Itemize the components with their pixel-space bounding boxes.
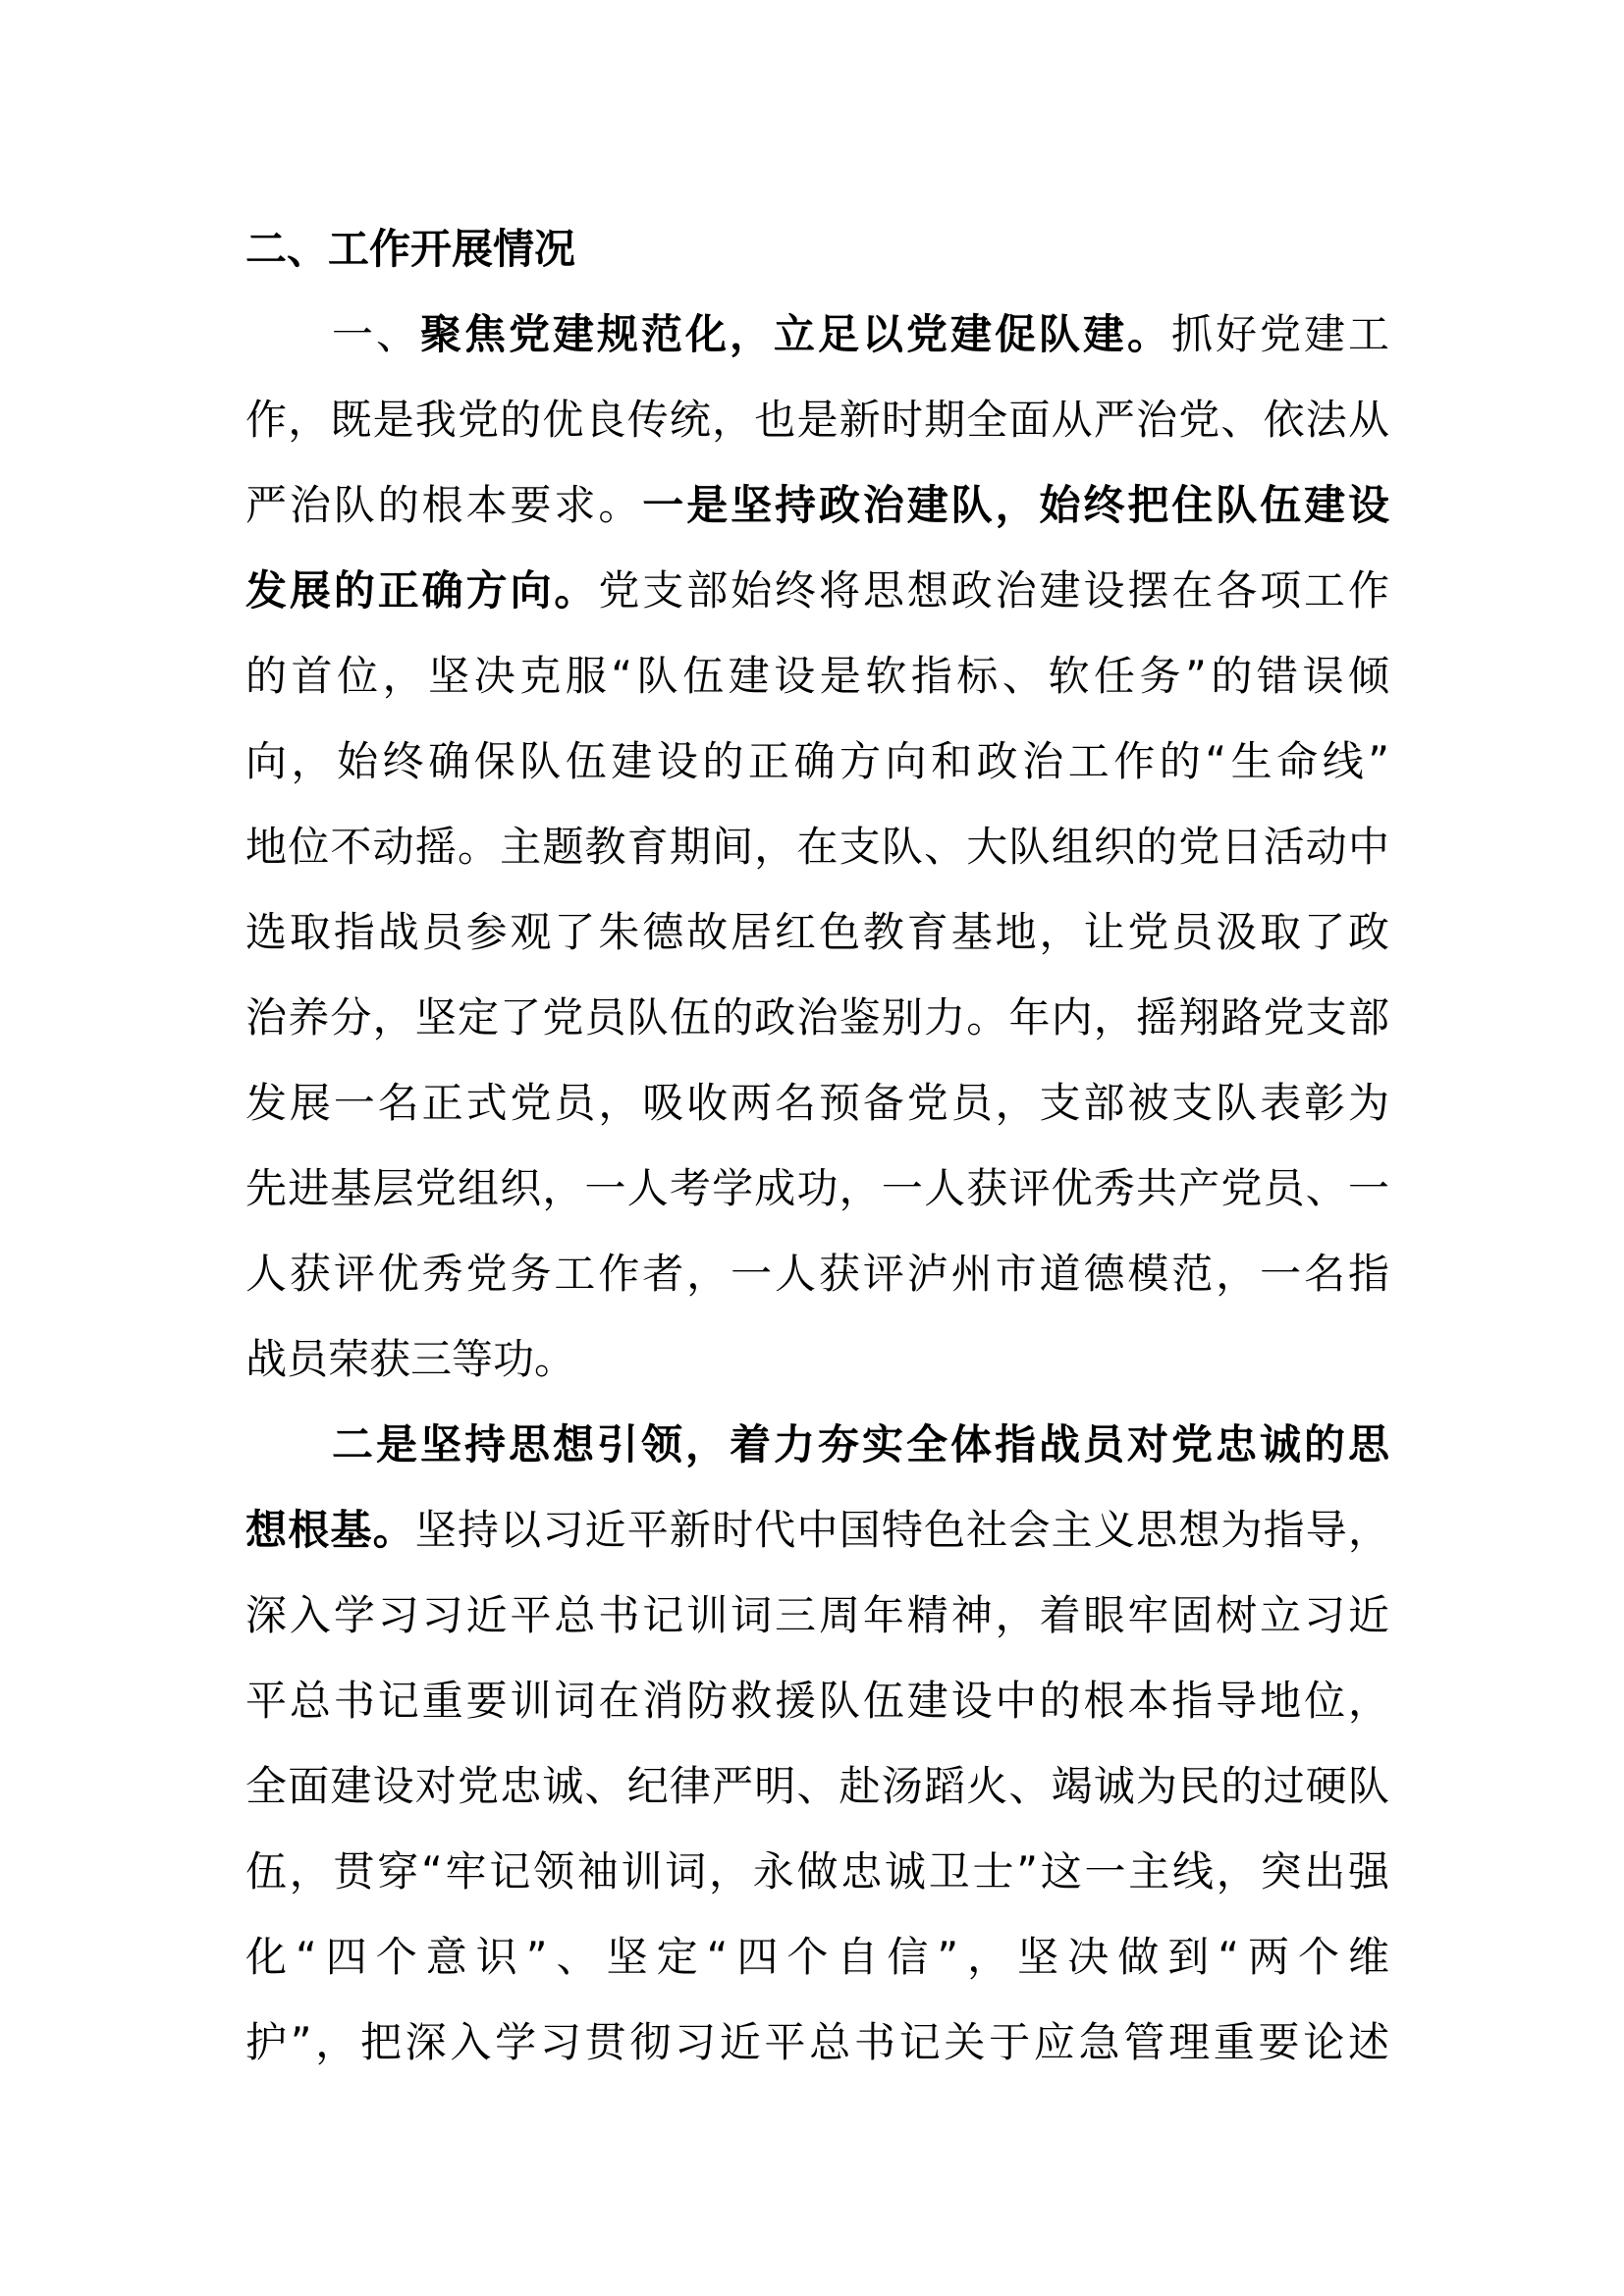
line-text: 地位不动摇。主题教育期间，在支队、大队组织的党日活动中 <box>245 823 1389 871</box>
paragraph-line <box>245 1487 1389 1573</box>
line-text: 一、 <box>332 310 420 358</box>
line-text: 深入学习习近平总书记训词三周年精神，着眼牢固树立习近 <box>245 1591 1389 1639</box>
paragraph-line <box>245 889 1389 975</box>
line-text: 先进基层党组织，一人考学成功，一人获评优秀共产党员、一 <box>245 1164 1389 1212</box>
paragraph-line <box>245 975 1389 1060</box>
line-text: 治养分，坚定了党员队伍的政治鉴别力。年内，摇翔路党支部 <box>245 993 1389 1041</box>
paragraph-line <box>245 292 1389 377</box>
line-text: 严治队的根本要求。 <box>245 481 643 529</box>
line-text: 战员荣获三等功。 <box>245 1335 576 1383</box>
line-text: 作，既是我党的优良传统，也是新时期全面从严治党、依法从 <box>245 396 1389 444</box>
line-text: 抓好党建工 <box>1170 310 1389 358</box>
paragraph-line <box>245 1316 1389 1402</box>
paragraph-line <box>245 633 1389 719</box>
document-page <box>245 206 1389 2085</box>
line-text: 发展一名正式党员，吸收两名预备党员，支部被支队表彰为 <box>245 1079 1389 1127</box>
paragraph-line <box>245 1573 1389 1658</box>
paragraph-line <box>245 462 1389 548</box>
line-text: 平总书记重要训词在消防救援队伍建设中的根本指导地位， <box>245 1677 1389 1725</box>
line-text: 全面建设对党忠诚、纪律严明、赴汤蹈火、竭诚为民的过硬队 <box>245 1762 1389 1810</box>
line-bold-text: 聚焦党建规范化，立足以党建促队建。 <box>420 310 1171 358</box>
paragraph-line <box>245 548 1389 633</box>
paragraph-line <box>245 1402 1389 1487</box>
paragraph-line <box>245 719 1389 804</box>
line-bold-text: 想根基。 <box>245 1506 415 1554</box>
line-text: 坚持以习近平新时代中国特色社会主义思想为指导， <box>414 1506 1389 1554</box>
paragraph-line <box>245 1231 1389 1316</box>
paragraph-1 <box>245 292 1389 1402</box>
line-text: 伍，贯穿“牢记领袖训词，永做忠诚卫士”这一主线，突出强 <box>245 1847 1389 1896</box>
line-bold-text: 一是坚持政治建队，始终把住队伍建设 <box>642 481 1389 529</box>
paragraph-2 <box>245 1402 1389 2085</box>
line-text: 护”，把深入学习贯彻习近平总书记关于应急管理重要论述 <box>245 2018 1389 2066</box>
line-text: 向，始终确保队伍建设的正确方向和政治工作的“生命线” <box>245 737 1389 785</box>
paragraph-line <box>245 1829 1389 1914</box>
line-text: 人获评优秀党务工作者，一人获评泸州市道德模范，一名指 <box>245 1250 1389 1298</box>
line-bold-text: 二是坚持思想引领，着力夯实全体指战员对党忠诚的思 <box>332 1420 1389 1468</box>
section-heading: 二、工作开展情况 <box>245 225 576 273</box>
line-text: 党支部始终将思想政治建设摆在各项工作 <box>598 566 1389 614</box>
paragraph-line <box>245 377 1389 462</box>
paragraph-line <box>245 1743 1389 1829</box>
paragraph-line <box>245 2000 1389 2085</box>
paragraph-line <box>245 1060 1389 1146</box>
paragraph-line <box>245 804 1389 889</box>
line-text: 的首位，坚决克服“队伍建设是软指标、软任务”的错误倾 <box>245 652 1389 700</box>
line-bold-text: 发展的正确方向。 <box>245 566 599 614</box>
line-text: 选取指战员参观了朱德故居红色教育基地，让党员汲取了政 <box>245 908 1389 956</box>
paragraph-line <box>245 1658 1389 1743</box>
paragraph-line <box>245 1914 1389 2000</box>
paragraph-line <box>245 1146 1389 1231</box>
line-text: 化“四个意识”、坚定“四个自信”，坚决做到“两个维 <box>245 1933 1389 1981</box>
